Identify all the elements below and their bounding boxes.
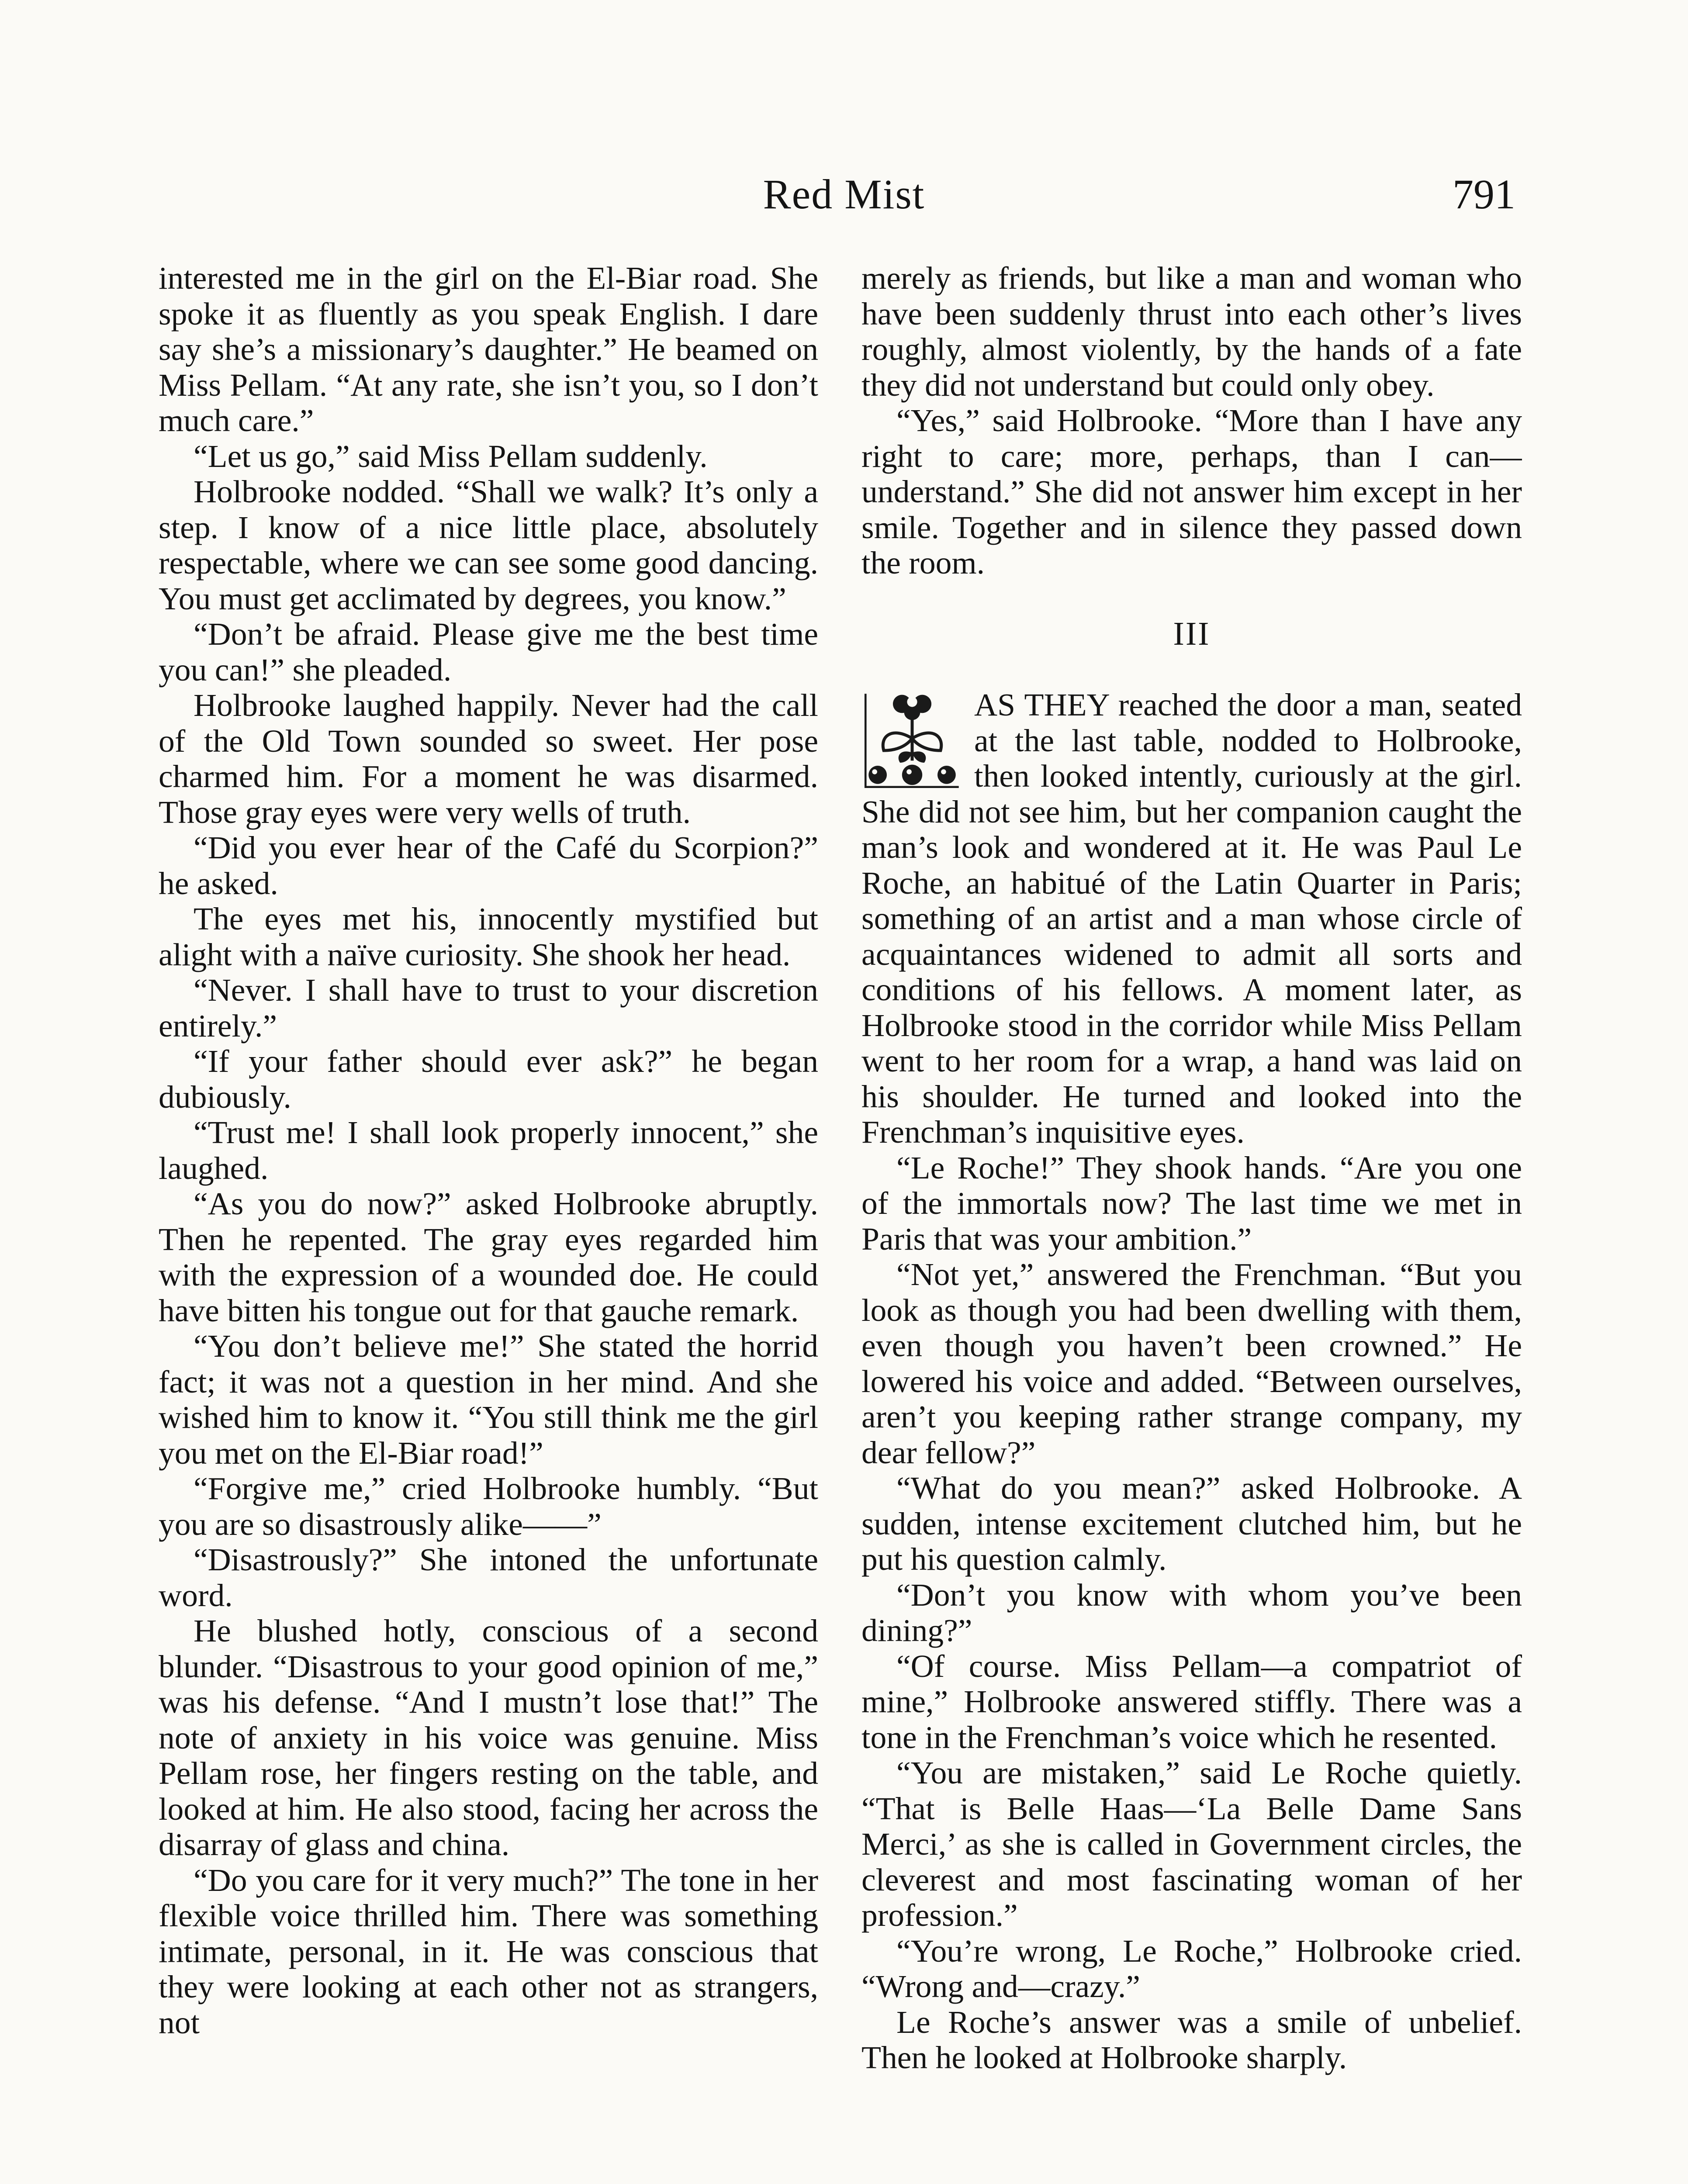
paragraph: “Trust me! I shall look properly innocent,” she laughed. xyxy=(159,1114,818,1186)
paragraph: interested me in the girl on the El-Biar road. She spoke it as fluently as you speak English. I dare say she’s a missionary’s daughter.” He beamed on Miss Pellam. “At any rate, she isn’t you, so I don’t much care.” xyxy=(159,260,818,438)
paragraph: “Let us go,” said Miss Pellam suddenly. xyxy=(194,438,708,474)
paragraph: “Did you ever hear of the Café du Scorpion?” he asked. xyxy=(159,829,818,901)
paragraph: “If your father should ever ask?” he began dubiously. xyxy=(159,1043,818,1115)
paragraph: “Yes,” said Holbrooke. “More than I have any right to care; more, perhaps, than I can—understand.” She did not answer him except in her smile. Together and in silence they passed down the room. xyxy=(861,402,1522,581)
paragraph: “Not yet,” answered the Frenchman. “But you look as though you had been dwelling with them, even though you haven’t been crowned.” He lowered his voice and added. “Between ourselves, aren’t you keeping rather strange company, my dear fellow?” xyxy=(861,1256,1522,1470)
section-heading: III xyxy=(1173,615,1211,652)
paragraph: “Don’t be afraid. Please give me the best time you can!” she pleaded. xyxy=(159,616,818,688)
paragraph: “Do you care for it very much?” The tone in her flexible voice thrilled him. There was something intimate, personal, in it. He was conscious that they were looking at each other not as strangers, not xyxy=(159,1862,818,2040)
paragraph: He blushed hotly, conscious of a second blunder. “Disastrous to your good opinion of me,” was his defense. “And I mustn’t lose that!” The note of anxiety in his voice was genuine. Miss Pellam rose, her fingers resting on the table, and looked at him. He also stood, facing her across the disarray of glass and china. xyxy=(159,1613,818,1862)
paragraph: “As you do now?” asked Holbrooke abruptly. Then he repented. The gray eyes regarded him with the expression of a wounded doe. He could have bitten his tongue out for that gauche remark. xyxy=(159,1185,818,1328)
paragraph: “You’re wrong, Le Roche,” Holbrooke cried. “Wrong and—crazy.” xyxy=(861,1932,1522,2004)
paragraph: “Of course. Miss Pellam—a compatriot of mine,” Holbrooke answered stiffly. There was a tone in the Frenchman’s voice which he resented. xyxy=(861,1648,1522,1755)
paragraph: “Don’t you know with whom you’ve been dining?” xyxy=(861,1576,1522,1648)
paragraph: “What do you mean?” asked Holbrooke. A sudden, intense excitement clutched him, but he put his question calmly. xyxy=(861,1470,1522,1577)
right-column-text-before-section xyxy=(861,260,1522,581)
right-column-text-after-section xyxy=(861,687,1522,2076)
paragraph: “Forgive me,” cried Holbrooke humbly. “But you are so disastrously alike——” xyxy=(159,1470,818,1542)
paragraph: AS THEY reached the door a man, seated at the last table, nodded to Holbrooke, then looked intently, curiously at the girl. She did not see him, but her companion caught the man’s look and wondered at it. He was Paul Le Roche, an habitué of the Latin Quarter in Paris; something of an artist and a man whose circle of acquaintances widened to admit all sorts and conditions of his fellows. A moment later, as Holbrooke stood in the corridor while Miss Pellam went to her room for a wrap, a hand was laid on his shoulder. He turned and looked into the Frenchman’s inquisitive eyes. xyxy=(861,687,1522,1150)
page-header xyxy=(0,166,1688,227)
left-column xyxy=(159,260,818,2184)
paragraph: “Never. I shall have to trust to your discretion entirely.” xyxy=(159,972,818,1044)
paragraph: “You don’t believe me!” She stated the horrid fact; it was not a question in her mind. And she wished him to know it. “You still think me the girl you met on the El-Biar road!” xyxy=(159,1328,818,1471)
paragraph: Holbrooke laughed happily. Never had the call of the Old Town sounded so sweet. Her pose charmed him. For a moment he was disarmed. Those gray eyes were very wells of truth. xyxy=(159,687,818,830)
page-number: 791 xyxy=(1453,171,1515,218)
paragraph: “Le Roche!” They shook hands. “Are you one of the immortals now? The last time we met in Paris that was your ambition.” xyxy=(861,1149,1522,1257)
paragraph: Holbrooke nodded. “Shall we walk? It’s only a step. I know of a nice little place, absolutely respectable, where we can see some good dancing. You must get acclimated by degrees, you know.” xyxy=(159,473,818,616)
paragraph: “Disastrously?” She intoned the unfortunate word. xyxy=(159,1541,818,1613)
paragraph: Le Roche’s answer was a smile of unbelief. Then he looked at Holbrooke sharply. xyxy=(861,2004,1522,2075)
running-title: Red Mist xyxy=(763,171,925,218)
floral-drop-cap-icon xyxy=(861,689,963,792)
paragraph: merely as friends, but like a man and woman who have been suddenly thrust into each other’s lives roughly, almost violently, by the hands of a fate they did not understand but could only obey. xyxy=(861,260,1522,403)
paragraph: The eyes met his, innocently mystified but alight with a naïve curiosity. She shook her head. xyxy=(159,901,818,972)
paragraph: “You are mistaken,” said Le Roche quietly. “That is Belle Haas—‘La Belle Dame Sans Merci,’ as she is called in Government circles, the cleverest and most fascinating woman of her profession.” xyxy=(861,1755,1522,1933)
right-column xyxy=(861,260,1522,2184)
